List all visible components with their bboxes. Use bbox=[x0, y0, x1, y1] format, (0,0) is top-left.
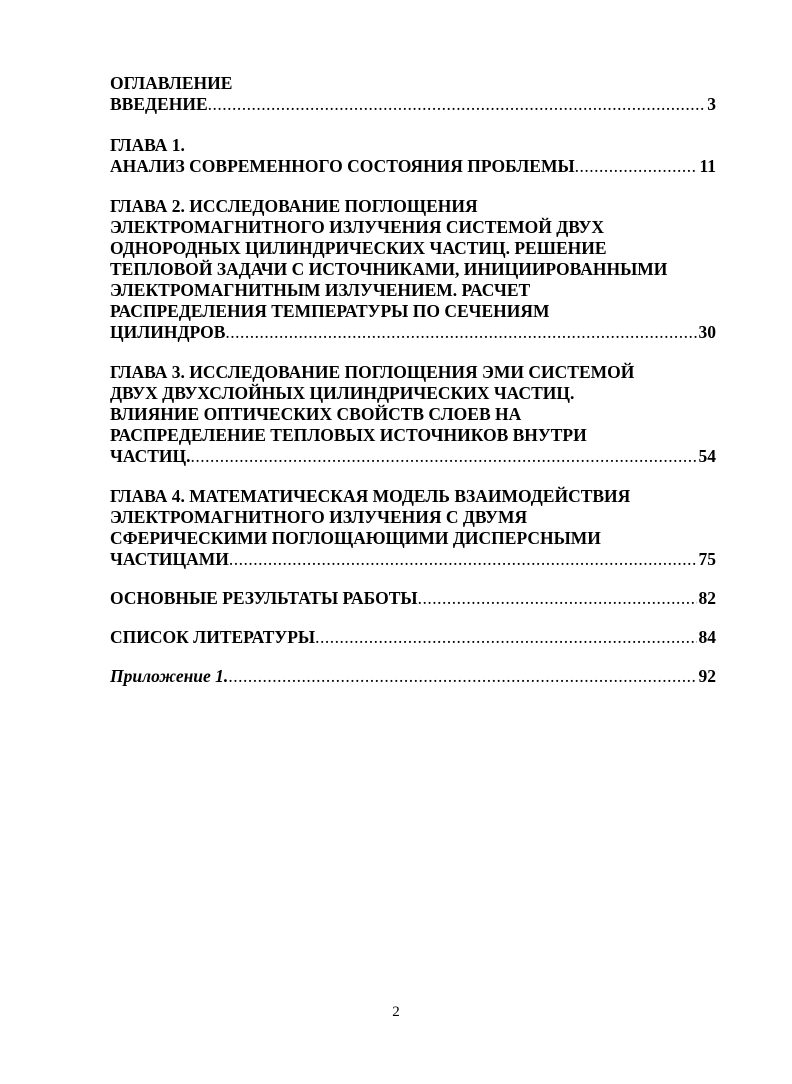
toc-entry-title: ЧАСТИЦАМИ bbox=[110, 549, 229, 569]
toc-entry-chapter-3[interactable] bbox=[110, 362, 716, 467]
toc-entry-title-line: РАСПРЕДЕЛЕНИЯ ТЕМПЕРАТУРЫ ПО СЕЧЕНИЯМ bbox=[110, 301, 550, 321]
toc-entry-line bbox=[110, 156, 716, 177]
toc-entry-title-line: ЭЛЕКТРОМАГНИТНОГО ИЗЛУЧЕНИЯ С ДВУМЯ bbox=[110, 507, 528, 527]
toc-entry-line bbox=[110, 666, 716, 687]
toc-entry-title-line: ОДНОРОДНЫХ ЦИЛИНДРИЧЕСКИХ ЧАСТИЦ. РЕШЕНИЕ bbox=[110, 238, 607, 258]
toc-entry-chapter-2[interactable] bbox=[110, 196, 716, 343]
toc-entry-title-line: ЭЛЕКТРОМАГНИТНЫМ ИЗЛУЧЕНИЕМ. РАСЧЕТ bbox=[110, 280, 531, 300]
toc-page-number: 82 bbox=[698, 588, 716, 608]
toc-entry-title-line: ГЛАВА 1. bbox=[110, 135, 185, 155]
dot-leader bbox=[228, 666, 696, 687]
dot-leader bbox=[575, 156, 698, 177]
toc-entry-line bbox=[110, 627, 716, 648]
toc-entry-references[interactable] bbox=[110, 627, 716, 648]
toc-page-number: 92 bbox=[698, 666, 716, 686]
toc-entry-title: ВВЕДЕНИЕ bbox=[110, 94, 208, 114]
toc-entry-title: Приложение 1. bbox=[110, 666, 229, 686]
page-number: 2 bbox=[392, 1004, 400, 1020]
toc-page-number: 54 bbox=[698, 446, 716, 466]
toc-entry-title-line: РАСПРЕДЕЛЕНИЕ ТЕПЛОВЫХ ИСТОЧНИКОВ ВНУТРИ bbox=[110, 425, 587, 445]
toc-page-number: 75 bbox=[698, 549, 716, 569]
toc-entry-title: ОСНОВНЫЕ РЕЗУЛЬТАТЫ РАБОТЫ bbox=[110, 588, 418, 608]
toc-page-number: 11 bbox=[699, 156, 716, 176]
toc-entry-title-line: ВЛИЯНИЕ ОПТИЧЕСКИХ СВОЙСТВ СЛОЕВ НА bbox=[110, 404, 522, 424]
dot-leader bbox=[418, 588, 697, 609]
toc-entry-line bbox=[110, 549, 716, 570]
toc-entry-chapter-4[interactable] bbox=[110, 486, 716, 570]
toc-entry-title: ЦИЛИНДРОВ bbox=[110, 322, 226, 342]
toc-entry-chapter-1[interactable] bbox=[110, 135, 716, 177]
toc-entry-introduction[interactable] bbox=[110, 94, 716, 115]
toc-heading: ОГЛАВЛЕНИЕ bbox=[110, 73, 233, 93]
toc-entry-title-line: ГЛАВА 4. МАТЕМАТИЧЕСКАЯ МОДЕЛЬ ВЗАИМОДЕЙСТВИЯ bbox=[110, 486, 631, 506]
dot-leader bbox=[315, 627, 696, 648]
toc-entry-line bbox=[110, 588, 716, 609]
dot-leader bbox=[191, 446, 697, 467]
toc-entry-title: АНАЛИЗ СОВРЕМЕННОГО СОСТОЯНИЯ ПРОБЛЕМЫ bbox=[110, 156, 575, 176]
dot-leader bbox=[229, 549, 697, 570]
toc-entry-appendix-1[interactable] bbox=[110, 666, 716, 687]
toc-entry-line bbox=[110, 94, 716, 115]
toc-page-number: 3 bbox=[707, 94, 716, 114]
dot-leader bbox=[225, 322, 696, 343]
toc-entry-title: ЧАСТИЦ. bbox=[110, 446, 191, 466]
dot-leader bbox=[208, 94, 706, 115]
toc-entry-line bbox=[110, 322, 716, 343]
toc-entry-main-results[interactable] bbox=[110, 588, 716, 609]
toc-page-number: 30 bbox=[698, 322, 716, 342]
toc-entry-title-line: ГЛАВА 3. ИССЛЕДОВАНИЕ ПОГЛОЩЕНИЯ ЭМИ СИСТЕМОЙ bbox=[110, 362, 635, 382]
toc-entry-title-line: ТЕПЛОВОЙ ЗАДАЧИ С ИСТОЧНИКАМИ, ИНИЦИИРОВАННЫМИ bbox=[110, 259, 668, 279]
toc-entry-title-line: ДВУХ ДВУХСЛОЙНЫХ ЦИЛИНДРИЧЕСКИХ ЧАСТИЦ. bbox=[110, 383, 575, 403]
toc-entry-title-line: СФЕРИЧЕСКИМИ ПОГЛОЩАЮЩИМИ ДИСПЕРСНЫМИ bbox=[110, 528, 601, 548]
toc-entry-line bbox=[110, 446, 716, 467]
toc-entry-title-line: ЭЛЕКТРОМАГНИТНОГО ИЗЛУЧЕНИЯ СИСТЕМОЙ ДВУХ bbox=[110, 217, 604, 237]
toc-entry-title: СПИСОК ЛИТЕРАТУРЫ bbox=[110, 627, 316, 647]
toc-page-number: 84 bbox=[698, 627, 716, 647]
table-of-contents bbox=[110, 72, 716, 687]
toc-entry-title-line: ГЛАВА 2. ИССЛЕДОВАНИЕ ПОГЛОЩЕНИЯ bbox=[110, 196, 478, 216]
